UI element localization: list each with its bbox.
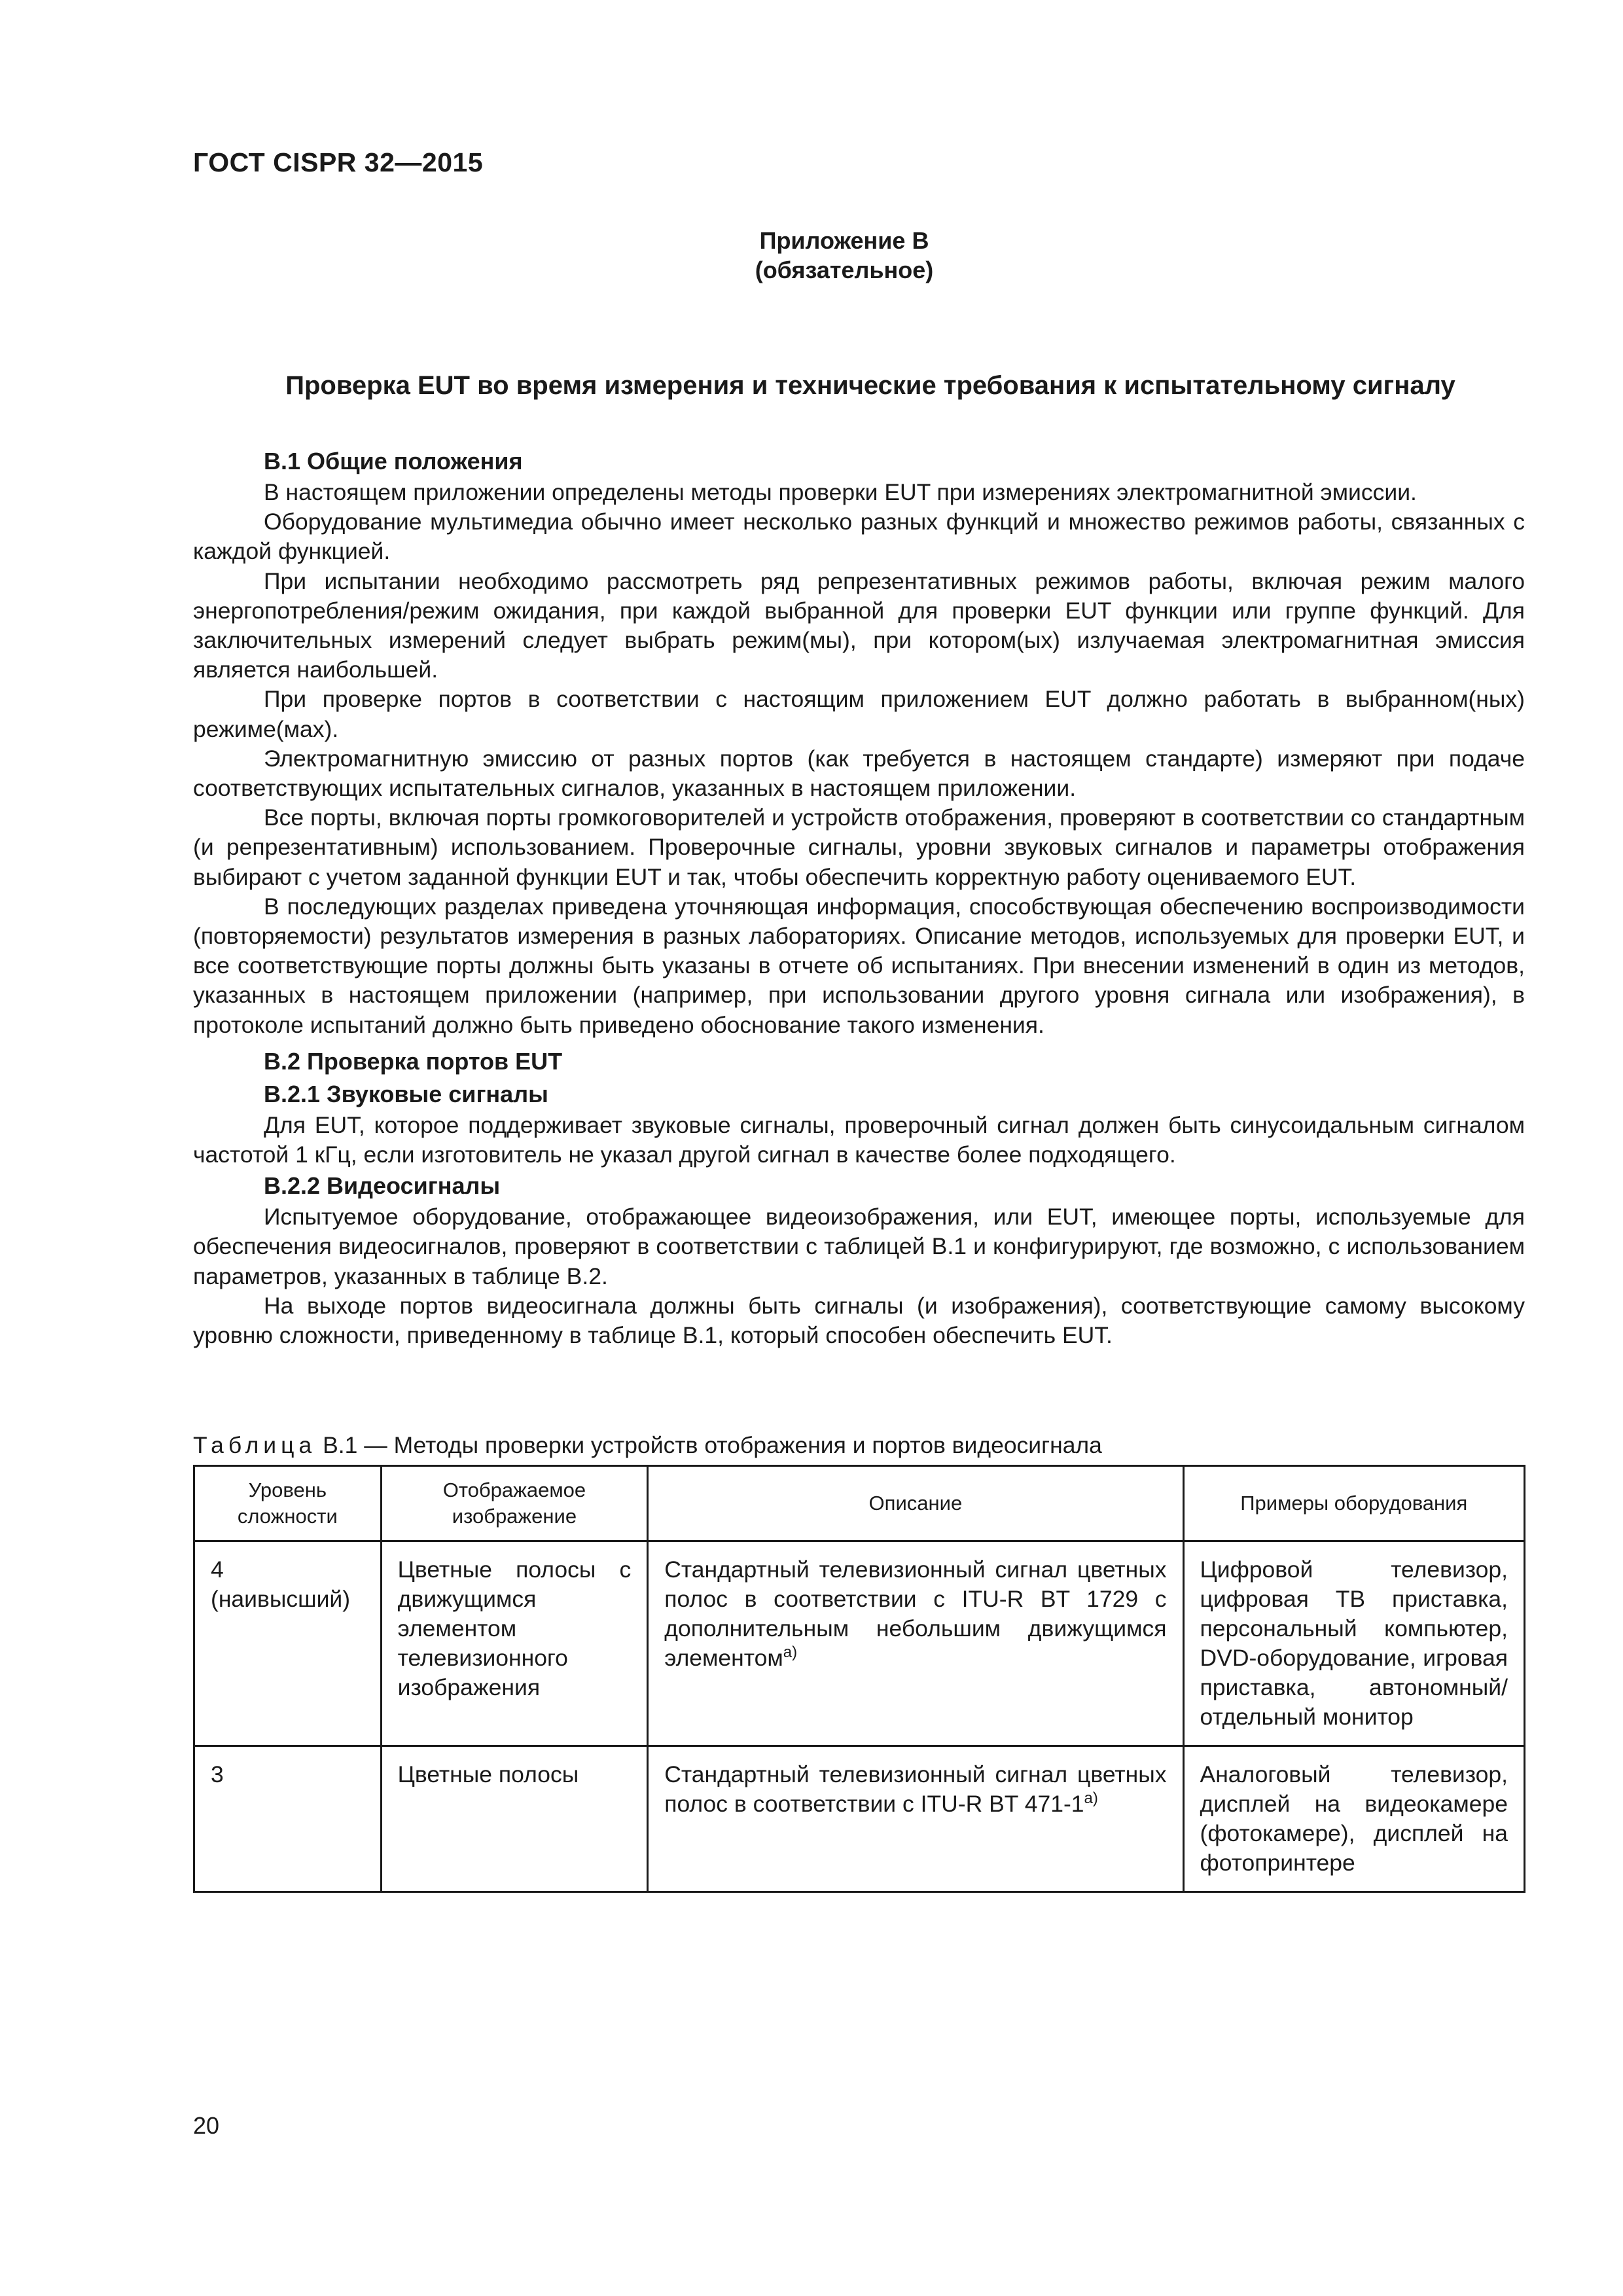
section-heading-b1: В.1 Общие положения bbox=[264, 448, 523, 475]
table-caption bbox=[193, 1432, 1102, 1459]
page-number: 20 bbox=[193, 2112, 220, 2139]
table-cell-examples: Цифровой телевизор, цифровая ТВ приставка, персональный компьютер, DVD-оборудование, игровая приставка, автономный/отдельный монитор bbox=[1183, 1541, 1524, 1746]
column-header: Уровень сложности bbox=[194, 1466, 382, 1541]
column-header: Описание bbox=[648, 1466, 1183, 1541]
body-text bbox=[193, 445, 1525, 1350]
annex-title: Приложение В bbox=[759, 227, 929, 254]
paragraph: При испытании необходимо рассмотреть ряд репрезентативных режимов работы, включая режим малого энергопотребления/режим ожидания, при каждой выбранной для проверки EUT функции или группе функций. Для заключительных измерений следует выбрать режим(мы), при котором(ых) излучаемая электромагнитная эмиссия является наибольшей. bbox=[193, 567, 1525, 683]
document-code: ГОСТ CISPR 32—2015 bbox=[193, 147, 484, 177]
column-header: Примеры оборудования bbox=[1183, 1466, 1524, 1541]
paragraph: На выходе портов видеосигнала должны быть сигналы (и изображения), соответствующие самому высокому уровню сложности, приведенному в таблице В.1, который способен обеспечить EUT. bbox=[193, 1292, 1525, 1349]
paragraph: Электромагнитную эмиссию от разных портов (как требуется в настоящем стандарте) измеряют при подаче соответствующих испытательных сигналов, указанных в настоящем приложении. bbox=[193, 745, 1525, 802]
table-row bbox=[194, 1541, 1525, 1746]
table-cell-image: Цветные полосы с движущимся элементом телевизионного изображения bbox=[381, 1541, 648, 1746]
table-row bbox=[194, 1746, 1525, 1892]
paragraph: Все порты, включая порты громкоговорителей и устройств отображения, проверяют в соответствии со стандартным (и репрезентативным) использованием. Проверочные сигналы, уровни звуковых сигналов и параметры отображения выбирают с учетом заданной функции EUT и так, чтобы обеспечить корректную работу оцениваемого EUT. bbox=[193, 804, 1525, 890]
footnote-marker: а) bbox=[1084, 1789, 1098, 1808]
subsection-heading-b2-2: В.2.2 Видеосигналы bbox=[264, 1172, 501, 1200]
paragraph: Испытуемое оборудование, отображающее видеоизображения, или EUT, имеющее порты, используемые для обеспечения видеосигналов, проверяют в соответствии с таблицей В.1 и конфигурируют, где возможно, с использованием параметров, указанных в таблице В.2. bbox=[193, 1204, 1525, 1289]
verification-methods-table bbox=[193, 1465, 1525, 1893]
table-cell-description bbox=[648, 1541, 1183, 1746]
description-text: Стандартный телевизионный сигнал цветных полос в соответствии с ITU-R BT 471-1 bbox=[664, 1761, 1167, 1817]
table-cell-level: 4 (наивысший) bbox=[194, 1541, 382, 1746]
paragraph: В последующих разделах приведена уточняющая информация, способствующая обеспечению воспроизводимости (повторяемости) результатов измерения в разных лабораториях. Описание методов, используемых для проверки EUT, и все соответствующие порты должны быть указаны в отчете об испытаниях. При внесении изменений в один из методов, указанных в настоящем приложении (например, при использовании другого уровня сигнала или изображения), в протоколе испытаний должно быть приведено обоснование такого изменения. bbox=[193, 893, 1525, 1038]
annex-status: (обязательное) bbox=[755, 257, 934, 283]
table-caption-text: В.1 — Методы проверки устройств отображения и портов видеосигнала bbox=[316, 1432, 1102, 1458]
description-text: Стандартный телевизионный сигнал цветных полос в соответствии с ITU-R BT 1729 с дополнительным небольшим движущимся элементом bbox=[664, 1556, 1167, 1671]
table-cell-examples: Аналоговый телевизор, дисплей на видеокамере (фотокамере), дисплей на фотопринтере bbox=[1183, 1746, 1524, 1892]
table-cell-image: Цветные полосы bbox=[381, 1746, 648, 1892]
annex-main-heading: Проверка EUT во время измерения и технические требования к испытательному сигналу bbox=[285, 371, 1455, 400]
table-cell-description bbox=[648, 1746, 1183, 1892]
table-caption-label: Таблица bbox=[193, 1432, 317, 1458]
column-header: Отображаемое изображение bbox=[381, 1466, 648, 1541]
paragraph: Для EUT, которое поддерживает звуковые сигналы, проверочный сигнал должен быть синусоидальным сигналом частотой 1 кГц, если изготовитель не указал другой сигнал в качестве более подходящего. bbox=[193, 1111, 1525, 1168]
paragraph: При проверке портов в соответствии с настоящим приложением EUT должно работать в выбранном(ных) режиме(мах). bbox=[193, 686, 1525, 742]
paragraph: Оборудование мультимедиа обычно имеет несколько разных функций и множество режимов работы, связанных с каждой функцией. bbox=[193, 509, 1525, 565]
paragraph: В настоящем приложении определены методы проверки EUT при измерениях электромагнитной эмиссии. bbox=[264, 479, 1417, 505]
section-heading-b2: В.2 Проверка портов EUT bbox=[264, 1047, 563, 1075]
table-cell-level: 3 bbox=[194, 1746, 382, 1892]
table-header-row bbox=[194, 1466, 1525, 1541]
subsection-heading-b2-1: В.2.1 Звуковые сигналы bbox=[264, 1080, 548, 1107]
footnote-marker: а) bbox=[783, 1643, 798, 1662]
